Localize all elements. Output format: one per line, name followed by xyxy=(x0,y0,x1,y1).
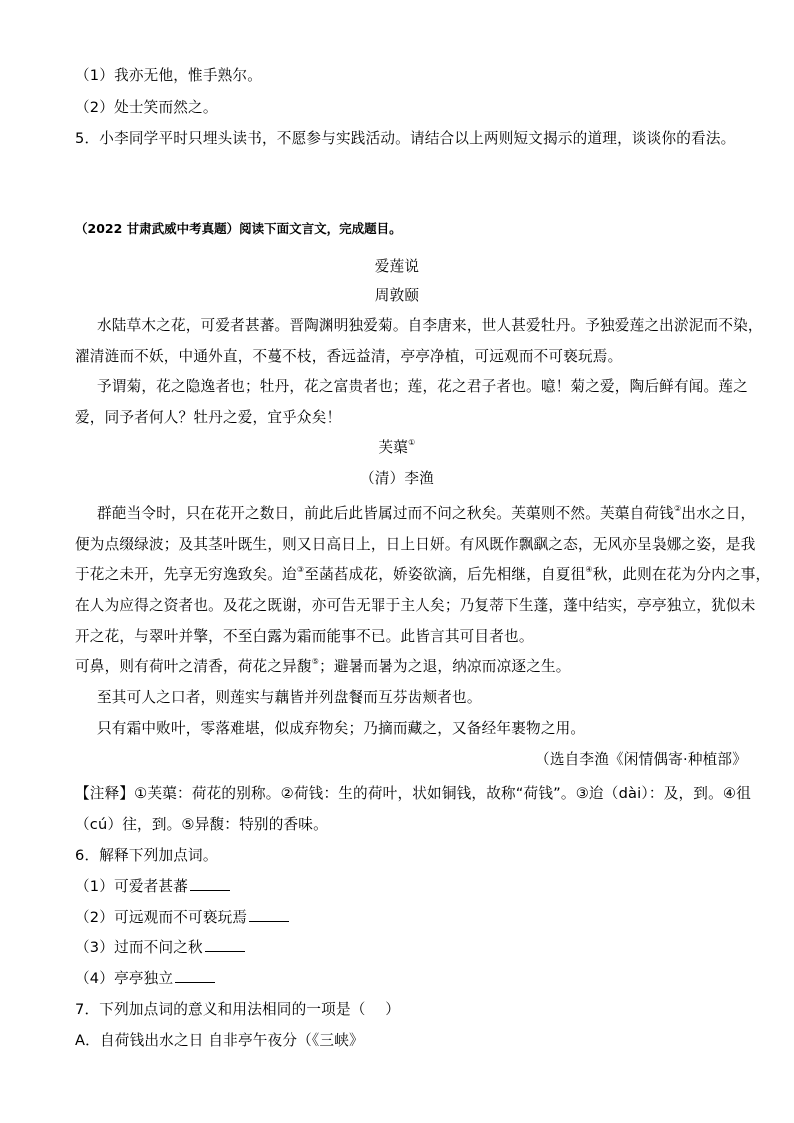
question-4-item-1: （1）我亦无他，惟手熟尔。 xyxy=(75,67,263,84)
text2-p1-line5: 开之花，与翠叶并擎，不至白露为霜而能事不已。此皆言其可目者也。 xyxy=(75,628,534,645)
text1-author: 周敦颐 xyxy=(374,287,420,304)
text-run: （3）过而不问之秋 xyxy=(75,939,203,956)
text-run: 群葩当令时，只在花开之数日，前此后此皆属过而不问之秋矣。芙蕖则不然。芙蕖自荷钱 xyxy=(97,505,674,522)
text1-p1-line1: 水陆草木之花，可爱者甚蕃。晋陶渊明独爱菊。自李唐来，世人甚爱牡丹。予独爱莲之出淤泥而不染， xyxy=(97,317,763,334)
question-7: 7．下列加点词的意义和用法相同的一项是（ ） xyxy=(75,1001,400,1018)
answer-blank[interactable] xyxy=(175,970,215,983)
text-run: （1）可爱者甚蕃 xyxy=(75,878,189,895)
text2-author: （清）李渔 xyxy=(360,470,434,487)
answer-blank[interactable] xyxy=(190,878,230,891)
text1-title: 爱莲说 xyxy=(374,258,420,275)
question-4-item-2: （2）处士笑而然之。 xyxy=(75,99,218,116)
text-run: 出水之日， xyxy=(681,505,756,522)
question-7-option-a: A．自荷钱出水之日 自非亭午夜分（《三峡》 xyxy=(75,1032,364,1049)
question-6: 6．解释下列加点词。 xyxy=(75,847,218,864)
text2-title xyxy=(0,438,794,458)
footnote-marker: ④ xyxy=(585,565,593,574)
section-header: （2022 甘肃武威中考真题）阅读下面文言文，完成题目。 xyxy=(75,221,402,236)
text-run: 至菡萏成花，娇姿欲滴，后先相继，自夏徂 xyxy=(304,566,586,583)
text-run: ；避暑而暑为之退，纳凉而凉逐之生。 xyxy=(319,658,571,675)
text2-p4: 只有霜中败叶，零落难堪，似成弃物矣；乃摘而藏之，又备经年裹物之用。 xyxy=(97,720,586,737)
text2-p1-line2: 便为点缀绿波；及其茎叶既生，则又日高日上，日上日妍。有风既作飘飖之态，无风亦呈袅娜之姿，是我 xyxy=(75,536,756,553)
text2-title-text: 芙蕖 xyxy=(378,439,409,456)
question-5: 5．小李同学平时只埋头读书，不愿参与实践活动。请结合以上两则短文揭示的道理，谈谈你的看法。 xyxy=(75,130,736,147)
text1-p2-line1: 予谓菊，花之隐逸者也；牡丹，花之富贵者也；莲，花之君子者也。噫！菊之爱，陶后鲜有闻。莲之 xyxy=(97,378,748,395)
text2-p1-line1 xyxy=(97,504,755,524)
text2-p1-line4: 在人为应得之资者也。及花之既谢，亦可告无罪于主人矣；乃复蒂下生蓬，蓬中结实，亭亭独立，犹似未 xyxy=(75,597,756,614)
question-6-item-1 xyxy=(75,877,230,897)
question-6-item-2 xyxy=(75,908,289,928)
answer-blank[interactable] xyxy=(205,939,245,952)
text2-p2 xyxy=(75,657,571,677)
footnote-marker: ③ xyxy=(296,565,305,574)
text2-source: （选自李渔《闲情偶寄·种植部》 xyxy=(535,751,747,768)
notes-line1: 【注释】①芙蕖：荷花的别称。②荷钱：生的荷叶，状如铜钱，故称“荷钱”。③迨（dài）：及，到。④徂 xyxy=(75,785,751,802)
question-6-item-3 xyxy=(75,938,245,958)
text-run: （2）可远观而不可亵玩焉 xyxy=(75,909,248,926)
text2-p3: 至其可人之口者，则莲实与藕皆并列盘餐而互芬齿颊者也。 xyxy=(97,689,482,706)
text-run: 可鼻，则有荷叶之清香，荷花之异馥 xyxy=(75,658,312,675)
answer-blank[interactable] xyxy=(249,909,289,922)
footnote-marker: ⑤ xyxy=(311,657,320,666)
question-6-item-4 xyxy=(75,969,215,989)
text-run: （4）亭亭独立 xyxy=(75,970,174,987)
text-run: 于花之未开，先享无穷逸致矣。迨 xyxy=(75,566,297,583)
text-run: 秋，此则在花为分内之事， xyxy=(592,566,771,583)
text2-p1-line3 xyxy=(75,565,770,585)
notes-line2: （cú）往，到。⑤异馥：特别的香味。 xyxy=(75,816,328,833)
footnote-marker: ① xyxy=(408,438,416,447)
footnote-marker: ② xyxy=(673,504,682,513)
text1-p2-line2: 爱，同予者何人？牡丹之爱，宜乎众矣！ xyxy=(75,409,342,426)
text1-p1-line2: 濯清涟而不妖，中通外直，不蔓不枝，香远益清，亭亭净植，可远观而不可亵玩焉。 xyxy=(75,348,623,365)
